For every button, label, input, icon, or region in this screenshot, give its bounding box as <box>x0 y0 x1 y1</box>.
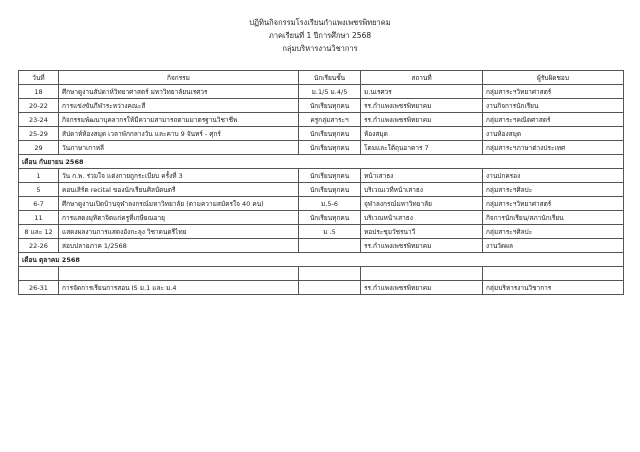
cell-owner: กลุ่มสาระฯภาษาต่างประเทศ <box>483 141 624 155</box>
cell-activity: วันภาษาเกาหลี <box>59 141 299 155</box>
cell-date: 29 <box>19 141 59 155</box>
cell-class: นักเรียนทุกคน <box>299 99 361 113</box>
cell-date: 26-31 <box>19 281 59 295</box>
cell-place: บริเวณหน้าเสาธง <box>361 211 483 225</box>
cell-place: รร.กำแพงเพชรพิทยาคม <box>361 99 483 113</box>
calendar-table <box>18 70 624 295</box>
cell-class: ม.5-6 <box>299 197 361 211</box>
cell-date: 18 <box>19 85 59 99</box>
cell-place: จุฬาลงกรณ์มหาวิทยาลัย <box>361 197 483 211</box>
cell-class: นักเรียนทุกคน <box>299 169 361 183</box>
table-row <box>19 169 624 183</box>
table-row <box>19 113 624 127</box>
cell-class: นักเรียนทุกคน <box>299 141 361 155</box>
cell-activity: วัน ก.พ. ร่วมใจ แต่งกายถูกระเบียบ ครั้งที่ 3 <box>59 169 299 183</box>
cell-activity: สอบปลายภาค 1/2568 <box>59 239 299 253</box>
col-date: วันที่ <box>19 71 59 85</box>
cell-owner: กลุ่มสาระฯศิลปะ <box>483 183 624 197</box>
cell-class: ม .5 <box>299 225 361 239</box>
cell-date: 20-22 <box>19 99 59 113</box>
cell-owner: งานกิจการนักเรียน <box>483 99 624 113</box>
table-row <box>19 197 624 211</box>
table-row <box>19 141 624 155</box>
col-place: สถานที่ <box>361 71 483 85</box>
table-row <box>19 239 624 253</box>
cell-date: 22-26 <box>19 239 59 253</box>
table-row <box>19 225 624 239</box>
document-title: ปฏิทินกิจกรรมโรงเรียนกำแพงเพชรพิทยาคม <box>249 18 391 27</box>
cell-place: โดมและใต้ถุนอาคาร 7 <box>361 141 483 155</box>
cell-activity: ศึกษาดูงานสัปดาห์วิทยาศาสตร์ มหาวิทยาลัยนเรศวร <box>59 85 299 99</box>
cell-empty <box>299 267 361 281</box>
col-class: นักเรียนชั้น <box>299 71 361 85</box>
cell-place: บริเวณเวทีหน้าเสาธง <box>361 183 483 197</box>
table-row <box>19 281 624 295</box>
cell-activity: กิจกรรมพัฒนาบุคลากรให้มีความสามารถตามมาตรฐานวิชาชีพ <box>59 113 299 127</box>
cell-owner: กลุ่มสาระฯคณิตศาสตร์ <box>483 113 624 127</box>
cell-activity: คอนเสิร์ต recital ของนักเรียนศิลป์ดนตรี <box>59 183 299 197</box>
cell-owner: งานวัดผล <box>483 239 624 253</box>
table-row <box>19 127 624 141</box>
cell-owner: กลุ่มสาระฯวิทยาศาสตร์ <box>483 85 624 99</box>
cell-date: 5 <box>19 183 59 197</box>
cell-class: นักเรียนทุกคน <box>299 211 361 225</box>
table-row <box>19 99 624 113</box>
month-label: เดือน ตุลาคม 2568 <box>19 253 624 267</box>
table-row <box>19 183 624 197</box>
cell-class: ม.1/5 ม.4/5 <box>299 85 361 99</box>
table-row <box>19 211 624 225</box>
table-row-empty <box>19 267 624 281</box>
cell-place: รร.กำแพงเพชรพิทยาคม <box>361 281 483 295</box>
cell-empty <box>483 267 624 281</box>
cell-date: 6-7 <box>19 197 59 211</box>
cell-date: 1 <box>19 169 59 183</box>
cell-owner: งานปกครอง <box>483 169 624 183</box>
cell-place: รร.กำแพงเพชรพิทยาคม <box>361 239 483 253</box>
cell-activity: ศึกษาดูงานเปิดบ้านจุฬาลงกรณ์มหาวิทยาลัย (ตามความสมัครใจ 40 คน) <box>59 197 299 211</box>
cell-date: 25-29 <box>19 127 59 141</box>
month-row-september <box>19 155 624 169</box>
table-header-row <box>19 71 624 85</box>
cell-class: นักเรียนทุกคน <box>299 127 361 141</box>
cell-place: รร.กำแพงเพชรพิทยาคม <box>361 113 483 127</box>
col-owner: ผู้รับผิดชอบ <box>483 71 624 85</box>
table-row <box>19 85 624 99</box>
cell-class: ครูกลุ่มสาระฯ <box>299 113 361 127</box>
cell-empty <box>361 267 483 281</box>
cell-class: นักเรียนทุกคน <box>299 183 361 197</box>
cell-empty <box>59 267 299 281</box>
cell-empty <box>19 267 59 281</box>
cell-date: 11 <box>19 211 59 225</box>
term-label: ภาคเรียนที่ 1 ปีการศึกษา 2568 <box>268 31 372 40</box>
cell-activity: การแสดงมุทิตาจิตแก่ครูที่เกษียณอายุ <box>59 211 299 225</box>
cell-place: หอประชุมวัชรนาวี <box>361 225 483 239</box>
cell-class <box>299 281 361 295</box>
month-label: เดือน กันยายน 2568 <box>19 155 624 169</box>
col-activity: กิจกรรม <box>59 71 299 85</box>
cell-place: หน้าเสาธง <box>361 169 483 183</box>
cell-owner: กลุ่มบริหารงานวิชาการ <box>483 281 624 295</box>
cell-owner: กลุ่มสาระฯวิทยาศาสตร์ <box>483 197 624 211</box>
cell-class <box>299 239 361 253</box>
cell-owner: กิจการนักเรียน/สภานักเรียน <box>483 211 624 225</box>
cell-owner: งานห้องสมุด <box>483 127 624 141</box>
cell-owner: กลุ่มสาระฯศิลปะ <box>483 225 624 239</box>
cell-place: ม.นเรศวร <box>361 85 483 99</box>
cell-activity: การแข่งขันกีฬาระหว่างคณะสี <box>59 99 299 113</box>
month-row-october <box>19 253 624 267</box>
cell-activity: สัปดาห์ห้องสมุด เวลาพักกลางวัน และคาบ 9 จันทร์ - ศุกร์ <box>59 127 299 141</box>
cell-date: 8 และ 12 <box>19 225 59 239</box>
cell-place: ห้องสมุด <box>361 127 483 141</box>
cell-date: 23-24 <box>19 113 59 127</box>
document-header <box>0 16 640 55</box>
group-label: กลุ่มบริหารงานวิชาการ <box>282 44 358 53</box>
cell-activity: การจัดการเรียนการสอน IS ม.1 และ ม.4 <box>59 281 299 295</box>
cell-activity: แสดงผลงานการแสดงอังกะลุง วิชาดนตรีไทย <box>59 225 299 239</box>
